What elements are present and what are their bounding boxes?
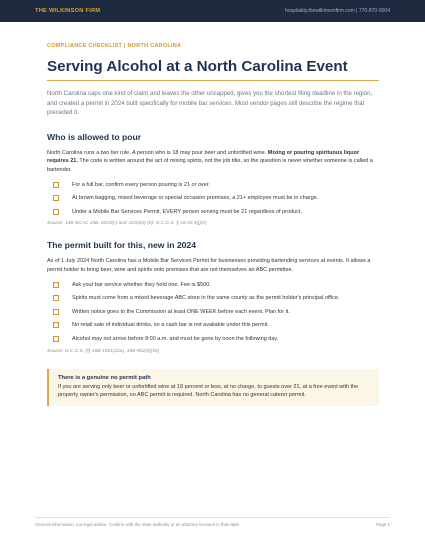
callout-title: There is a genuine no permit path (58, 374, 151, 381)
checkbox-icon[interactable] (53, 195, 59, 201)
checkbox-icon[interactable] (53, 309, 59, 315)
checklist-item-text: Spirits must come from a mixed beverage ABC store in the same county as the permit holder's principal office. (72, 295, 340, 302)
page-title: Serving Alcohol at a North Carolina Event (47, 58, 348, 75)
checkbox-icon[interactable] (53, 282, 59, 288)
checklist-item (47, 308, 379, 317)
checklist-item (47, 294, 379, 303)
checklist-item (47, 321, 379, 330)
checklist-item-text: Written notice goes to the Commission at least ONE WEEK before each event. Plan for it. (72, 308, 290, 315)
who-source: Source: 14B NCAC 15B .0203(c) and .0203(a)-(b); N.C.G.S. § 18-25.5(j)(2) (47, 221, 207, 227)
section-heading-who: Who is allowed to pour (47, 131, 142, 142)
checklist-item (47, 335, 379, 344)
checklist-item-text: For a full bar, confirm every person pouring is 21 or over. (72, 181, 210, 188)
checklist-item (47, 194, 379, 203)
title-divider (47, 80, 379, 81)
document-kicker: COMPLIANCE CHECKLIST | NORTH CAROLINA (47, 43, 182, 49)
no-permit-callout (47, 369, 379, 407)
footer-disclaimer: General information, not legal advice. Confirm with the state authority or an attorney licensed in that state. (35, 522, 241, 527)
header-bar (0, 0, 425, 22)
intro-paragraph: North Carolina caps one kind of claim and leaves the other uncapped, gives you the shortest filing deadline in the region, and created a permit in 2024 built specifically for mobile bar services. Most vendor pages still describe the regime that preceded it. (47, 90, 373, 117)
checklist-item (47, 181, 379, 190)
checkbox-icon[interactable] (53, 336, 59, 342)
checklist-item (47, 281, 379, 290)
permit-paragraph: As of 1 July 2024 North Carolina has a Mobile Bar Services Permit for businesses providing bartending services at events. It allows a permit holder to bring beer, wine and spirits onto premises that are not themselves an ABC permittee. (47, 258, 371, 273)
checklist-item-text: At brown bagging, mixed beverage or special occasion premises, a 21+ employee must be in charge. (72, 195, 319, 202)
who-text-b: The code is written around the act of mixing spirits, not the job title, so the question is never whether someone is called a bartender. (47, 158, 373, 173)
checklist-item-text: Ask your bar service whether they hold one. Fee is $500. (72, 281, 211, 288)
callout-text: If you are serving only beer or unfortified wine at 18 percent or less, at no charge, to guests over 21, at a free event with the property owner's permission, no ABC permit is required. North Carolina has no general caterer permit. (58, 383, 359, 398)
checklist-item (47, 208, 379, 217)
document-body (47, 43, 379, 406)
section-heading-permit: The permit built for this, new in 2024 (47, 240, 196, 251)
who-checklist (47, 181, 379, 217)
checklist-item-text: Alcohol may not arrive before 8:00 a.m. and must be gone by noon the following day. (72, 335, 279, 342)
checklist-item-text: No retail sale of individual drinks, so a cash bar is not available under this permit. (72, 322, 269, 329)
checkbox-icon[interactable] (53, 295, 59, 301)
who-paragraph (47, 149, 379, 175)
contact-info[interactable]: hospitality.thewilkinsonfirm.com | 770-870-9004 (285, 8, 390, 14)
checkbox-icon[interactable] (53, 322, 59, 328)
permit-checklist (47, 281, 379, 344)
who-text-bold: Mixing or pouring spirituous liquor requires 21. (47, 149, 360, 165)
page-number: Page 1 (376, 522, 390, 527)
checkbox-icon[interactable] (53, 182, 59, 188)
page-footer (35, 517, 390, 527)
checkbox-icon[interactable] (53, 209, 59, 215)
firm-name: THE WILKINSON FIRM (35, 8, 101, 14)
checklist-item-text: Under a Mobile Bar Services Permit, EVERY person serving must be 21 regardless of product. (72, 208, 302, 215)
who-text-a: North Carolina runs a two tier rule. A person who is 18 may pour beer and unfortified wine. (47, 149, 268, 156)
permit-source: Source: N.C.G.S. §§ 18B-1001(12a), 18B-902(d)(55) (47, 348, 160, 354)
